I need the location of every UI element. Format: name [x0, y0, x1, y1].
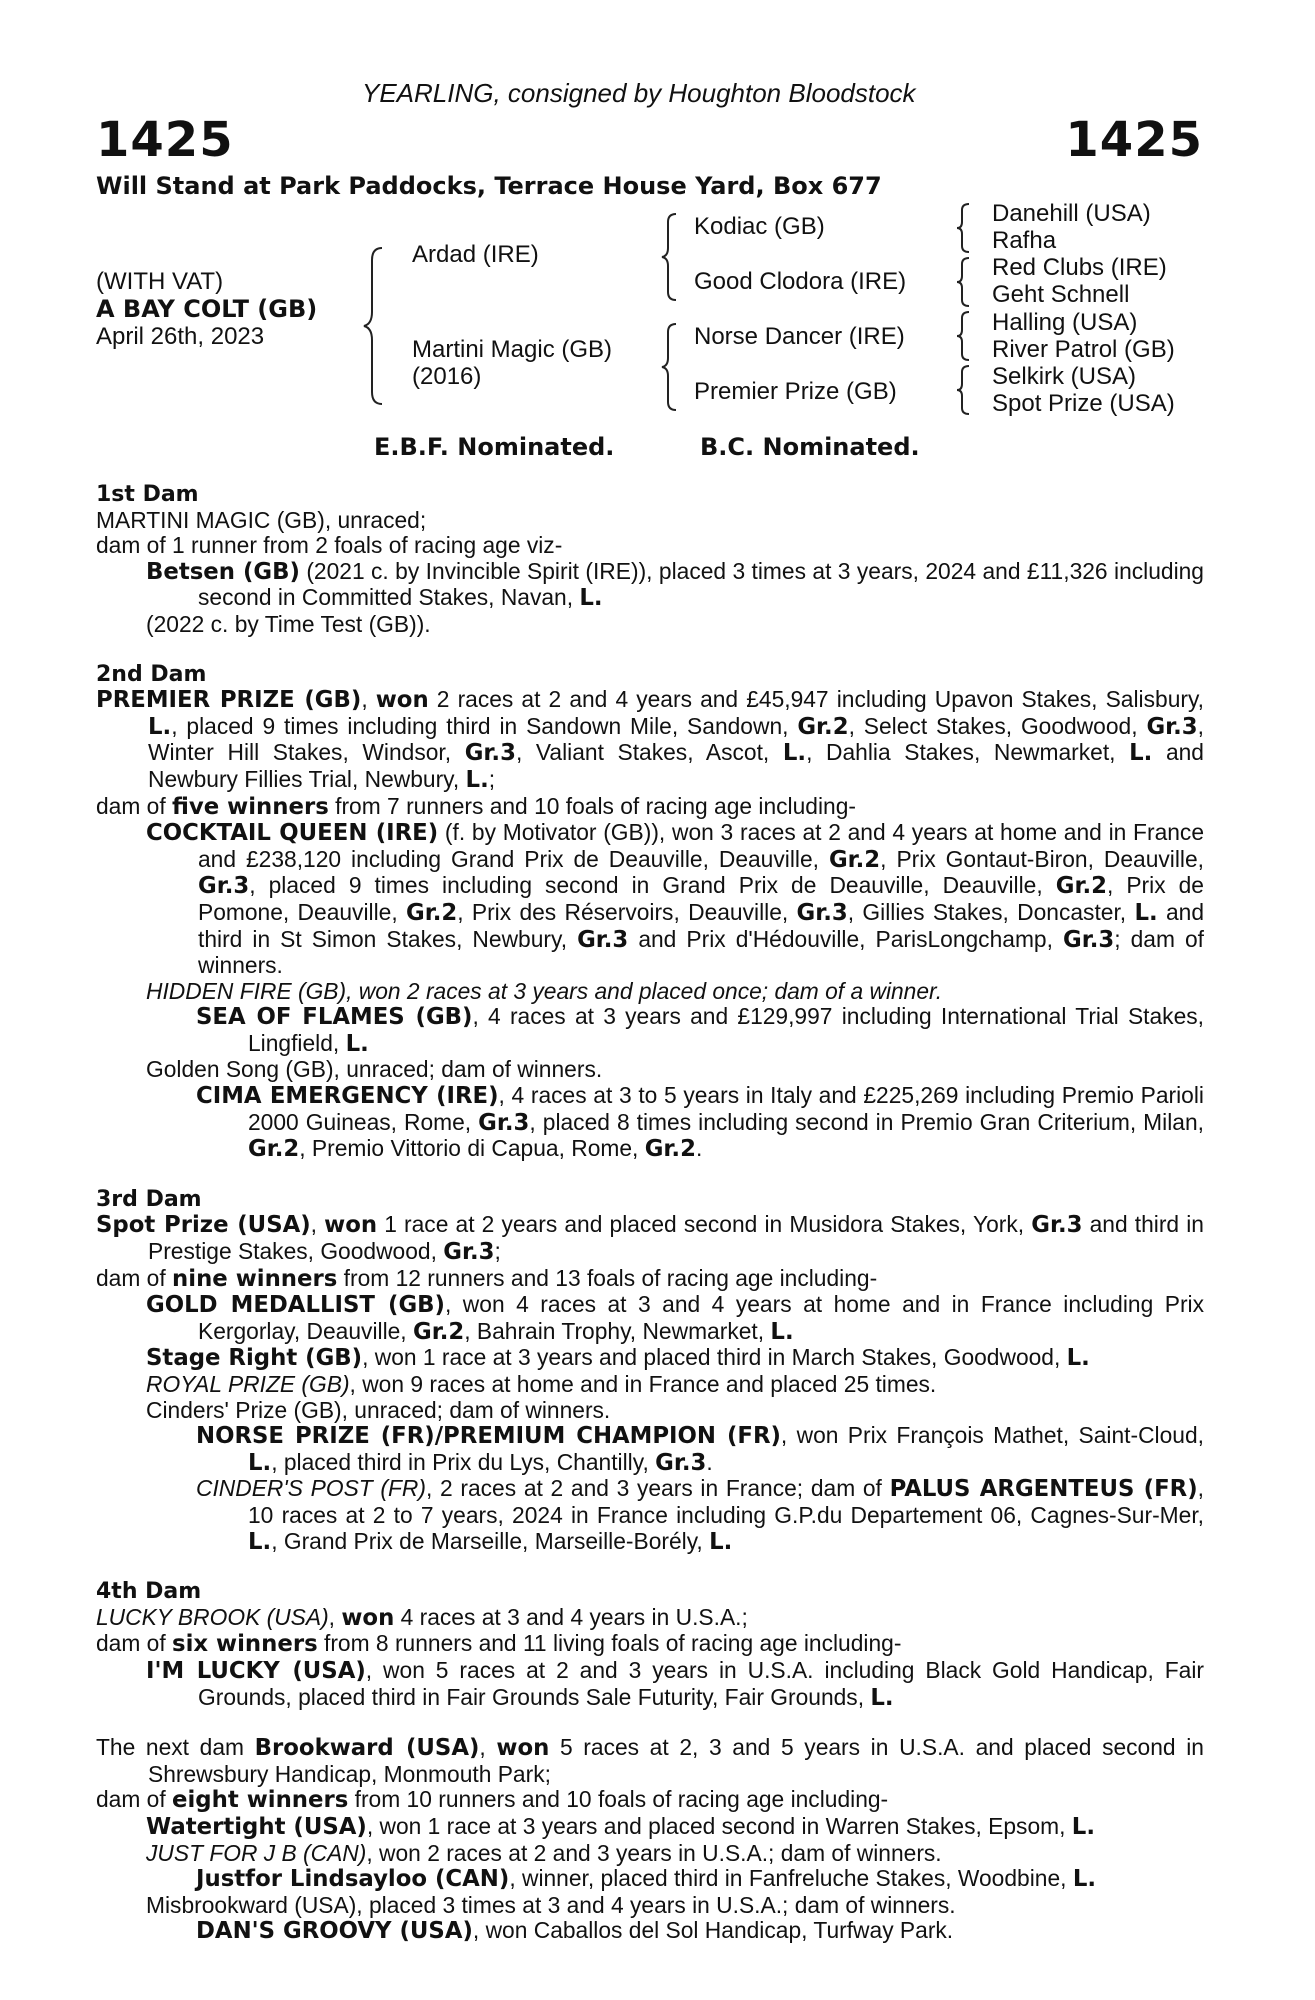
second-dam-produce-line: dam of five winners from 7 runners and 10 foals of racing age including-: [96, 792, 856, 820]
dam-sire: Norse Dancer (IRE): [694, 323, 905, 350]
third-dam-grandproduce-2: CINDER'S POST (FR), 2 races at 2 and 3 years in France; dam of PALUS ARGENTEUS (FR), 10 races at 2 to 7 years, 2024 in France including G.P.du Departement 06, Cagnes-Sur-Mer, L., Grand Prix de Marseille, Marseille-Borély, L.: [196, 1475, 1204, 1555]
fourth-dam-produce-line: dam of six winners from 8 runners and 11 living foals of racing age including-: [96, 1630, 902, 1658]
gg-5: Halling (USA): [992, 309, 1138, 336]
pedigree-bracket-dam: [664, 322, 680, 412]
first-dam-heading: 1st Dam: [96, 482, 199, 507]
second-dam-produce-2: HIDDEN FIRE (GB), won 2 races at 3 years and placed once; dam of a winner.: [146, 977, 943, 1004]
pedigree-bracket-g1: [958, 202, 972, 254]
dam-dam: Premier Prize (GB): [694, 378, 897, 405]
gg-8: Spot Prize (USA): [992, 390, 1175, 417]
pedigree-bracket-main: [368, 246, 388, 406]
next-dam-produce-3: Misbrookward (USA), placed 3 times at 3 and 4 years in U.S.A.; dam of winners.: [146, 1891, 956, 1918]
lot-horse-name: A BAY COLT (GB): [96, 295, 318, 323]
catalogue-body: [96, 482, 1204, 1945]
pedigree-bracket-sire: [664, 212, 680, 302]
third-dam-produce-4: Cinders' Prize (GB), unraced; dam of winners.: [146, 1396, 611, 1423]
second-dam-produce-1: COCKTAIL QUEEN (IRE) (f. by Motivator (GB)), won 3 races at 2 and 4 years at home and in France and £238,120 including Grand Prix de Deauville, Deauville, Gr.2, Prix Gontaut-Biron, Deauville, Gr.3, placed 9 times including second in Grand Prix de Deauville, Deauville, Gr.2, Prix de Pomone, Deauville, Gr.2, Prix des Réservoirs, Deauville, Gr.3, Gillies Stakes, Doncaster, L. and third in St Simon Stakes, Newbury, Gr.3 and Prix d'Hédouville, ParisLongchamp, Gr.3; dam of winners.: [146, 819, 1205, 979]
first-dam-intro: MARTINI MAGIC (GB), unraced;: [96, 506, 427, 533]
gg-6: River Patrol (GB): [992, 336, 1175, 363]
gg-7: Selkirk (USA): [992, 363, 1137, 390]
sire-sire: Kodiac (GB): [694, 213, 825, 240]
next-dam-produce-2: JUST FOR J B (CAN), won 2 races at 2 and 3 years in U.S.A.; dam of winners.: [146, 1839, 942, 1866]
first-dam-produce-2: (2022 c. by Time Test (GB)).: [146, 610, 431, 637]
next-dam-record: The next dam Brookward (USA), won 5 races at 2, 3 and 5 years in U.S.A. and placed second in Shrewsbury Handicap, Monmouth Park;: [96, 1734, 1204, 1787]
gg-2: Rafha: [992, 227, 1057, 254]
second-dam-grandproduce-2: CIMA EMERGENCY (IRE), 4 races at 3 to 5 years in Italy and £225,269 including Premio Parioli 2000 Guineas, Rome, Gr.3, placed 8 times including second in Premio Gran Criterium, Milan, Gr.2, Premio Vittorio di Capua, Rome, Gr.2.: [196, 1082, 1204, 1163]
second-dam-produce-3: Golden Song (GB), unraced; dam of winners.: [146, 1056, 603, 1083]
sire: Ardad (IRE): [412, 241, 539, 268]
foaling-date: April 26th, 2023: [96, 323, 265, 350]
pedigree-bracket-g3: [958, 310, 972, 362]
third-dam-produce-line: dam of nine winners from 12 runners and 13 foals of racing age including-: [96, 1264, 878, 1292]
sire-dam: Good Clodora (IRE): [694, 268, 907, 295]
bc-nominated: B.C. Nominated.: [700, 433, 920, 461]
pedigree-bracket-g2: [958, 256, 972, 308]
third-dam-heading: 3rd Dam: [96, 1186, 202, 1212]
dam-year: (2016): [412, 363, 482, 390]
lot-number-left: 1425: [96, 112, 234, 168]
consignor-line: YEARLING, consigned by Houghton Bloodstock: [362, 78, 916, 108]
next-dam-produce-1: Watertight (USA), won 1 race at 3 years and placed second in Warren Stakes, Epsom, L.: [146, 1812, 1095, 1840]
fourth-dam-record: LUCKY BROOK (USA), won 4 races at 3 and 4 years in U.S.A.;: [96, 1603, 748, 1631]
dam: Martini Magic (GB): [412, 336, 613, 363]
next-dam-grandproduce-2: DAN'S GROOVY (USA), won Caballos del Sol Handicap, Turfway Park.: [196, 1917, 954, 1945]
ebf-nominated: E.B.F. Nominated.: [374, 433, 615, 461]
second-dam-record: PREMIER PRIZE (GB), won 2 races at 2 and 4 years and £45,947 including Upavon Stakes, Salisbury, L., placed 9 times including third in Sandown Mile, Sandown, Gr.2, Select Stakes, Goodwood, Gr.3, Winter Hill Stakes, Windsor, Gr.3, Valiant Stakes, Ascot, L., Dahlia Stakes, Newmarket, L. and Newbury Fillies Trial, Newbury, L.;: [96, 686, 1205, 793]
gg-3: Red Clubs (IRE): [992, 254, 1167, 281]
gg-1: Danehill (USA): [992, 200, 1151, 227]
lot-number-right: 1425: [1065, 112, 1203, 168]
venue-line: Will Stand at Park Paddocks, Terrace House Yard, Box 677: [96, 172, 882, 200]
gg-4: Geht Schnell: [992, 281, 1130, 308]
third-dam-produce-3: ROYAL PRIZE (GB), won 9 races at home and in France and placed 25 times.: [146, 1371, 937, 1397]
third-dam-produce-1: GOLD MEDALLIST (GB), won 4 races at 3 and 4 years at home and in France including Prix Kergorlay, Deauville, Gr.2, Bahrain Trophy, Newmarket, L.: [146, 1291, 1205, 1345]
fourth-dam-heading: 4th Dam: [96, 1579, 202, 1605]
first-dam-produce-1: Betsen (GB) (2021 c. by Invincible Spirit (IRE)), placed 3 times at 3 years, 2024 and £11,326 including second in Committed Stakes, Navan, L.: [146, 557, 1204, 612]
pedigree-bracket-g4: [958, 364, 972, 416]
first-dam-produce-line: dam of 1 runner from 2 foals of racing age viz-: [96, 532, 563, 559]
second-dam-heading: 2nd Dam: [96, 661, 207, 687]
vat-note: (WITH VAT): [96, 268, 224, 295]
third-dam-record: Spot Prize (USA), won 1 race at 2 years and placed second in Musidora Stakes, York, Gr.3 and third in Prestige Stakes, Goodwood, Gr.3;: [96, 1211, 1204, 1266]
next-dam-produce-line: dam of eight winners from 10 runners and 10 foals of racing age including-: [96, 1786, 889, 1814]
next-dam-grandproduce-1: Justfor Lindsayloo (CAN), winner, placed third in Fanfreluche Stakes, Woodbine, L.: [196, 1865, 1096, 1893]
third-dam-grandproduce-1: NORSE PRIZE (FR)/PREMIUM CHAMPION (FR), won Prix François Mathet, Saint-Cloud, L., placed third in Prix du Lys, Chantilly, Gr.3.: [196, 1422, 1204, 1476]
fourth-dam-produce-1: I'M LUCKY (USA), won 5 races at 2 and 3 years in U.S.A. including Black Gold Handicap, Fair Grounds, placed third in Fair Grounds Sale Futurity, Fair Grounds, L.: [146, 1656, 1205, 1711]
third-dam-produce-2: Stage Right (GB), won 1 race at 3 years and placed third in March Stakes, Goodwood, L.: [146, 1344, 1090, 1372]
second-dam-grandproduce-1: SEA OF FLAMES (GB), 4 races at 3 years and £129,997 including International Trial Stakes, Lingfield, L.: [196, 1003, 1204, 1057]
